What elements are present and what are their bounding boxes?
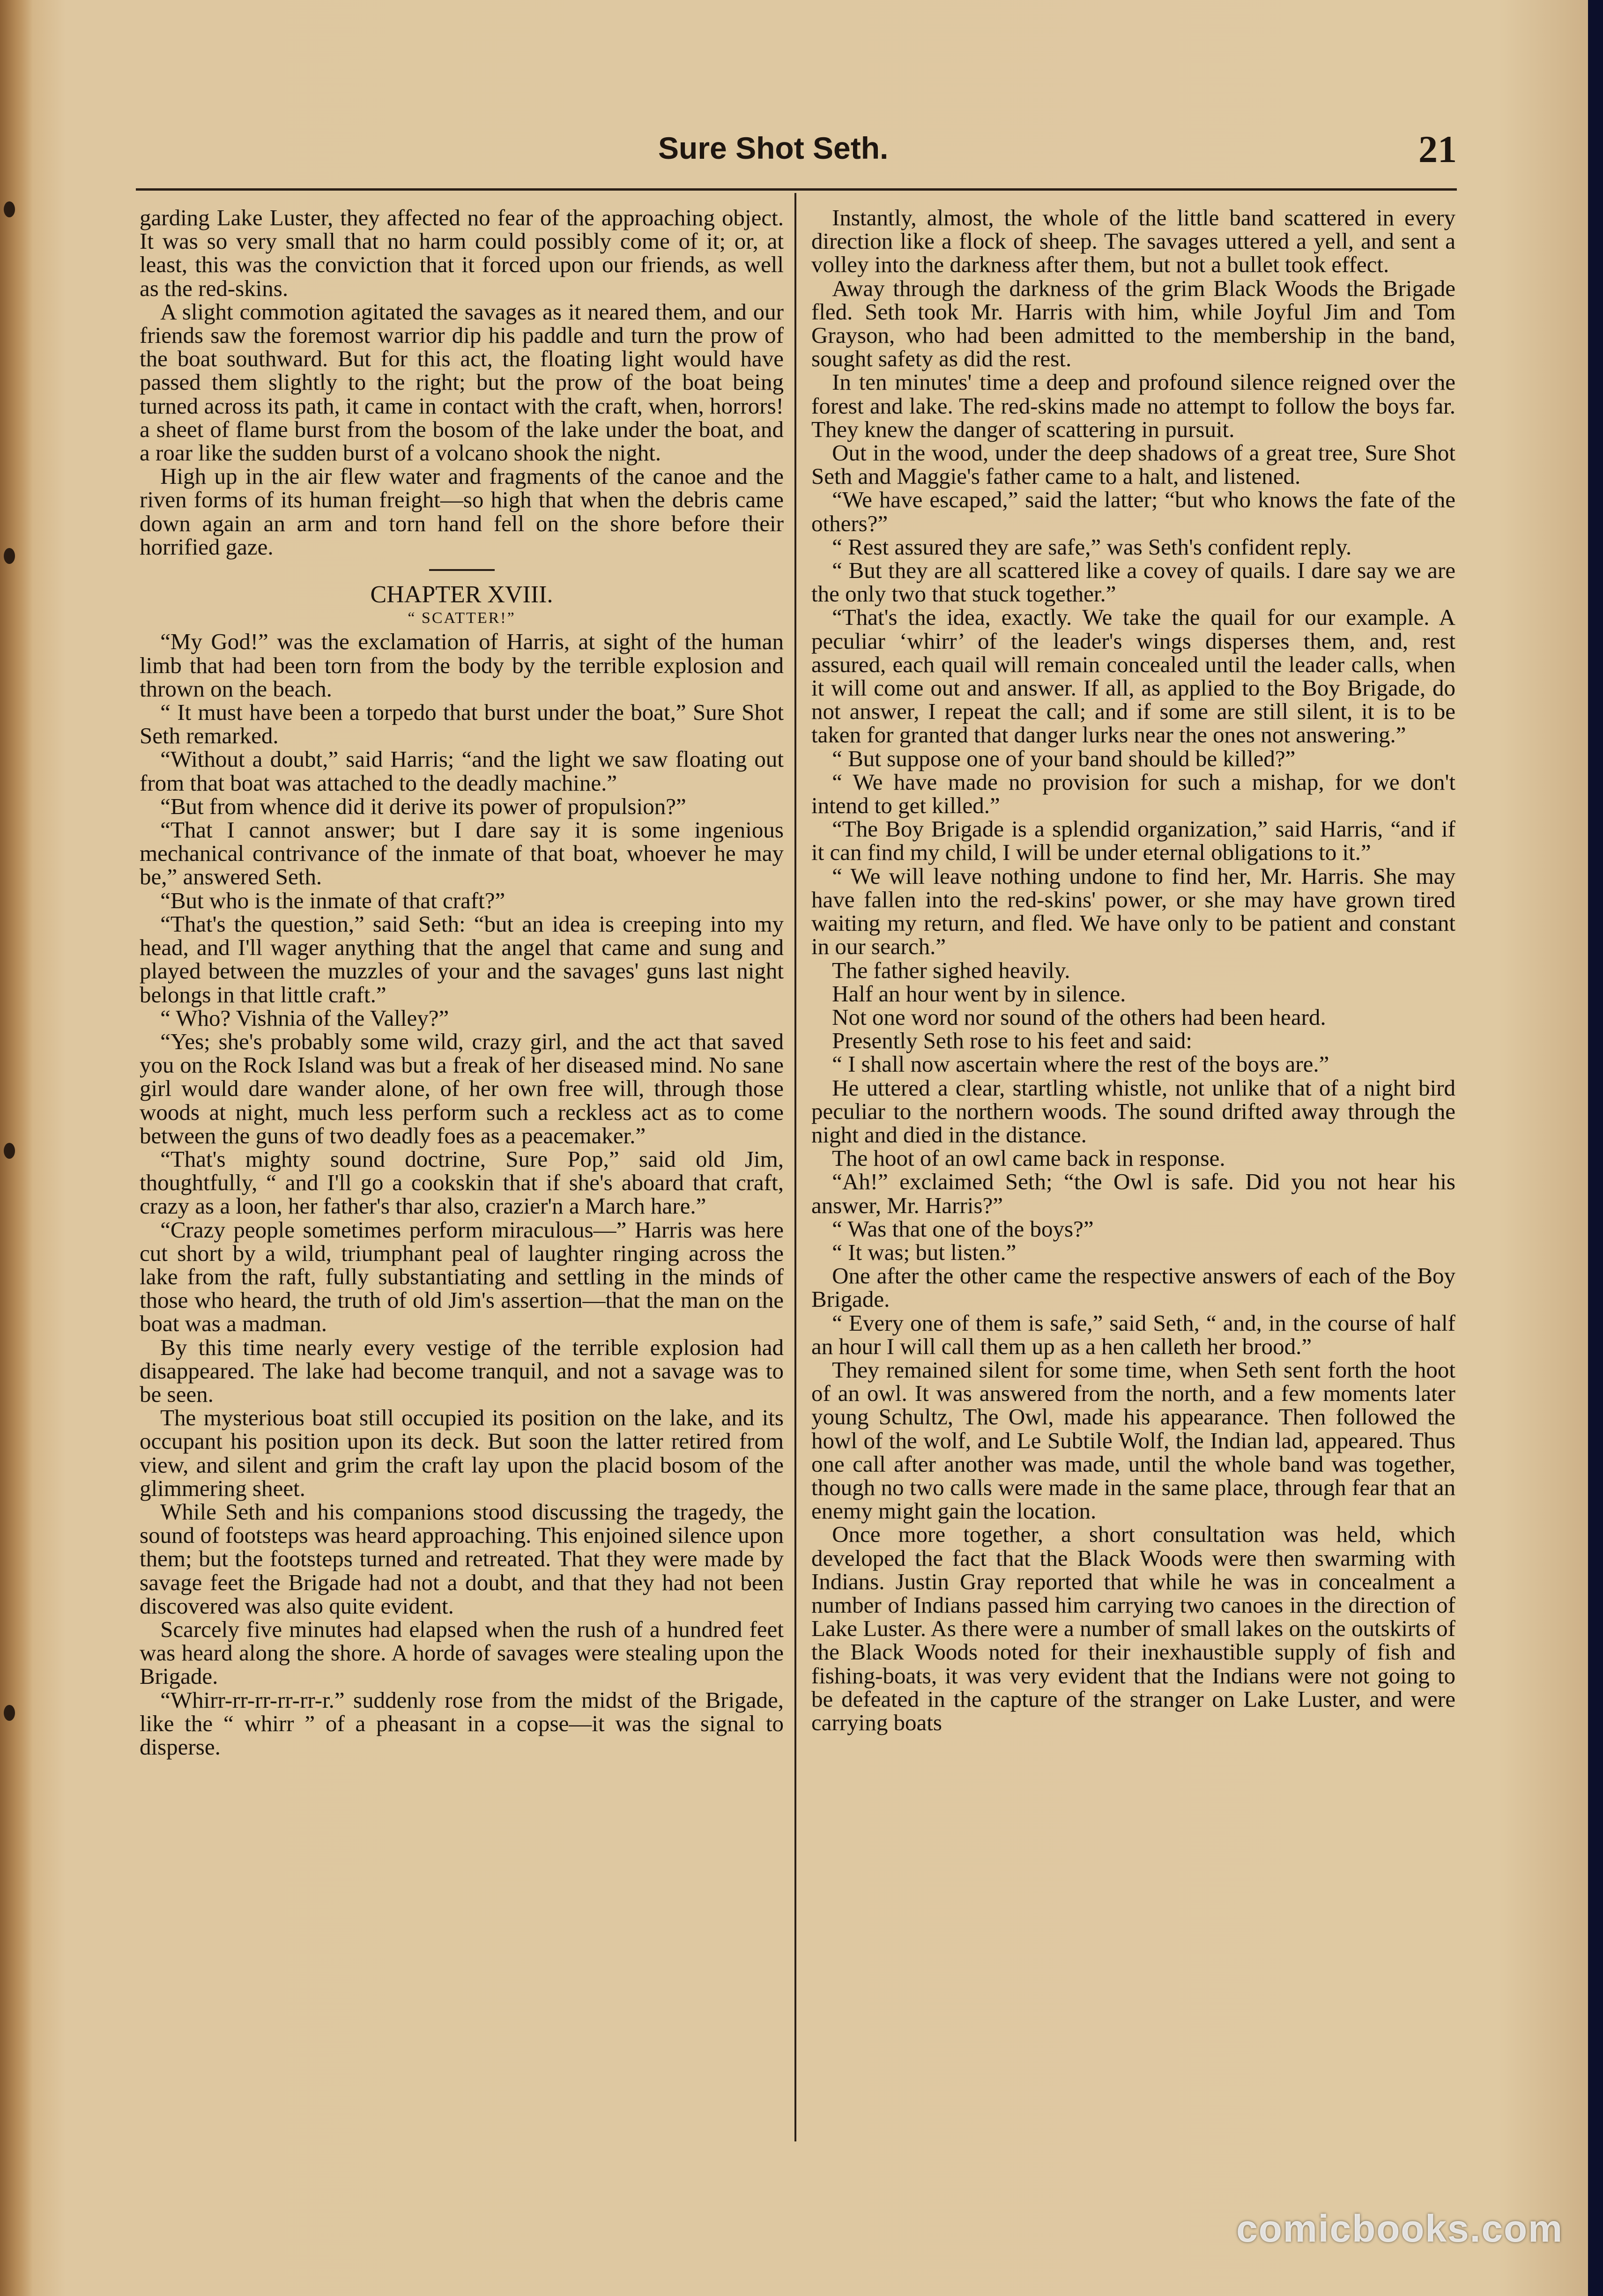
paragraph: “ It must have been a torpedo that burst under the boat,” Sure Shot Seth remarked. [140, 699, 784, 749]
paragraph: Presently Seth rose to his feet and said: [832, 1028, 1192, 1054]
paragraph: “ We have made no provision for such a mishap, for we don't intend to get killed.” [811, 769, 1455, 819]
left-column [140, 206, 784, 1759]
page-header [136, 122, 1457, 173]
page-number: 21 [1418, 128, 1457, 170]
paragraph: “That I cannot answer; but I dare say it is some ingenious mechanical contrivance of the inmate of that boat, whoever he may be,” answered Seth. [140, 817, 784, 890]
paragraph: “Crazy people sometimes perform miraculous—” Harris was here cut short by a wild, triumphant peal of laughter ringing across the lake from the raft, fully substantiating and settling in the minds of those who heard, the truth of old Jim's assertion—that the man on the boat was a madman. [140, 1216, 784, 1337]
paragraph: “That's the idea, exactly. We take the quail for our example. A peculiar ‘whirr’ of the leader's wings disperses them, and, rest assured, each quail will remain concealed until the leader calls, when it will come out and answer. If all, as applied to the Boy Brigade, do not answer, I repeat the call; and if some are still silent, it is to be taken for granted that danger lurks near the ones not answering.” [811, 604, 1455, 748]
paragraph: Half an hour went by in silence. [832, 980, 1126, 1007]
paragraph: “But from whence did it derive its power of propulsion?” [160, 793, 686, 819]
section-separator [429, 569, 495, 571]
chapter-subtitle: “ SCATTER!” [408, 609, 516, 627]
paragraph: “ But suppose one of your band should be killed?” [832, 745, 1296, 771]
paragraph: “That's mighty sound doctrine, Sure Pop,” said old Jim, thoughtfully, “ and I'll go a cookskin that if she's aboard that craft, crazy as a loon, her father's thar also, crazier'n a March hare.” [140, 1146, 784, 1219]
paragraph: “That's the question,” said Seth: “but an idea is creeping into my head, and I'll wager anything that the angel that came and sung and played between the muzzles of your and the savages' guns last night belongs in that little craft.” [140, 911, 784, 1007]
paragraph: The father sighed heavily. [832, 957, 1070, 983]
paragraph: Away through the darkness of the grim Black Woods the Brigade fled. Seth took Mr. Harris with him, while Joyful Jim and Tom Grayson, who had been admitted to the membership in the band, sought safety as did the rest. [811, 275, 1455, 372]
site-watermark: comicbooks.com [1236, 2207, 1563, 2250]
paragraph: “Ah!” exclaimed Seth; “the Owl is safe. Did you not hear his answer, Mr. Harris?” [811, 1169, 1455, 1218]
header-rule [136, 188, 1457, 191]
paragraph: Once more together, a short consultation was held, which developed the fact that the Black Woods were then swarming with Indians. Justin Gray reported that while he was in concealment a number of Indians passed him carrying two canoes in the direction of Lake Luster. As there were a number of small lakes on the outskirts of the Black Woods noted for their inexhaustible supply of fish and fishing-boats, it was very evident that the Indians were not going to be defeated in the capture of the stranger on Lake Luster, and were carrying boats [811, 1521, 1455, 1735]
paragraph: Instantly, almost, the whole of the little band scattered in every direction like a flock of sheep. The savages uttered a yell, and sent a volley into the darkness after them, but not a bullet took effect. [811, 205, 1455, 278]
paragraph: “We have escaped,” said the latter; “but who knows the fate of the others?” [811, 487, 1455, 536]
paragraph: “ Rest assured they are safe,” was Seth's confident reply. [832, 533, 1352, 560]
paragraph: High up in the air flew water and fragments of the canoe and the riven forms of its human freight—so high that when the debris came down again an arm and torn hand fell on the shore before their horrified gaze. [140, 463, 784, 560]
paragraph: “ We will leave nothing undone to find her, Mr. Harris. She may have fallen into the red-skins' power, or she may have grown tired waiting my return, and fled. We have only to be patient and constant in our search.” [811, 863, 1455, 960]
paragraph: “ I shall now ascertain where the rest of the boys are.” [832, 1051, 1329, 1077]
paragraph: garding Lake Luster, they affected no fear of the approaching object. It was so very small that no harm could possibly come of it; or, at least, this was the conviction that it forced upon our friends, as well as the red-skins. [140, 205, 784, 301]
paragraph: Out in the wood, under the deep shadows of a great tree, Sure Shot Seth and Maggie's father came to a halt, and listened. [811, 440, 1455, 489]
paragraph: “But who is the inmate of that craft?” [160, 887, 505, 913]
running-title: Sure Shot Seth. [658, 131, 889, 165]
paragraph: “Without a doubt,” said Harris; “and the light we saw floating out from that boat was attached to the deadly machine.” [140, 746, 784, 796]
paragraph: They remained silent for some time, when Seth sent forth the hoot of an owl. It was answered from the north, and a few moments later young Schultz, The Owl, made his appearance. Then followed the howl of the wolf, and Le Subtile Wolf, the Indian lad, appeared. Thus one call after another was made, until the whole band was together, though no two calls were made in the same place, through fear that an enemy might gain the location. [811, 1356, 1455, 1524]
binding-hole [4, 1143, 15, 1159]
paragraph: “ Was that one of the boys?” [832, 1215, 1094, 1242]
paragraph: Not one word nor sound of the others had been heard. [832, 1004, 1326, 1030]
binding-hole [4, 201, 15, 217]
paragraph: One after the other came the respective answers of each of the Boy Brigade. [811, 1263, 1455, 1312]
paragraph: A slight commotion agitated the savages as it neared them, and our friends saw the foremost warrior dip his paddle and turn the prow of the boat southward. But for this act, the floating light would have passed them slightly to the right; but the prow of the boat being turned across its path, it came in contact with the craft, when, horrors! a sheet of flame burst from the bosom of the lake under the boat, and a roar like the sudden burst of a volcano shook the night. [140, 298, 784, 466]
paragraph: “My God!” was the exclamation of Harris, at sight of the human limb that had been torn from the body by the terrible explosion and thrown on the beach. [140, 629, 784, 702]
paragraph: By this time nearly every vestige of the terrible explosion had disappeared. The lake had become tranquil, and not a savage was to be seen. [140, 1334, 784, 1407]
chapter-heading: CHAPTER XVIII. [370, 581, 553, 608]
paragraph: “ Every one of them is safe,” said Seth, “ and, in the course of half an hour I will call them up as a hen calleth her brood.” [811, 1310, 1455, 1359]
paragraph: “ Who? Vishnia of the Valley?” [160, 1005, 449, 1031]
paragraph: The mysterious boat still occupied its position on the lake, and its occupant his position upon its deck. But soon the latter retired from view, and silent and grim the craft lay upon the placid bosom of the glimmering sheet. [140, 1405, 784, 1501]
paragraph: “Whirr-rr-rr-rr-rr-r.” suddenly rose from the midst of the Brigade, like the “ whirr ” of a pheasant in a copse—it was the signal to disperse. [140, 1687, 784, 1760]
paragraph: Scarcely five minutes had elapsed when the rush of a hundred feet was heard along the shore. A horde of savages were stealing upon the Brigade. [140, 1616, 784, 1689]
paragraph: “ It was; but listen.” [832, 1239, 1017, 1265]
binding-hole [4, 548, 15, 564]
paragraph: While Seth and his companions stood discussing the tragedy, the sound of footsteps was heard approaching. This enjoined silence upon them; but the footsteps turned and retreated. That they were made by savage feet the Brigade had not a doubt, and that they had not been discovered was also quite evident. [140, 1498, 784, 1619]
paragraph: “The Boy Brigade is a splendid organization,” said Harris, “and if it can find my child, I will be under eternal obligations to it.” [811, 816, 1455, 866]
paragraph: “Yes; she's probably some wild, crazy girl, and the act that saved you on the Rock Island was but a freak of her diseased mind. No sane girl would dare wander alone, of her own free will, through those woods at night, much less perform such a reckless act as to come between the guns of two deadly foes as a peacemaker.” [140, 1028, 784, 1148]
binding-hole [4, 1705, 15, 1721]
right-column [811, 206, 1455, 1734]
paragraph: “ But they are all scattered like a covey of quails. I dare say we are the only two that stuck together.” [811, 557, 1455, 607]
column-divider [794, 193, 796, 2141]
paragraph: In ten minutes' time a deep and profound silence reigned over the forest and lake. The red-skins made no attempt to follow the boys far. They knew the danger of scattering in pursuit. [811, 369, 1455, 442]
paragraph: The hoot of an owl came back in response. [832, 1145, 1225, 1171]
paragraph: He uttered a clear, startling whistle, not unlike that of a night bird peculiar to the northern woods. The sound drifted away through the night and died in the distance. [811, 1074, 1455, 1148]
